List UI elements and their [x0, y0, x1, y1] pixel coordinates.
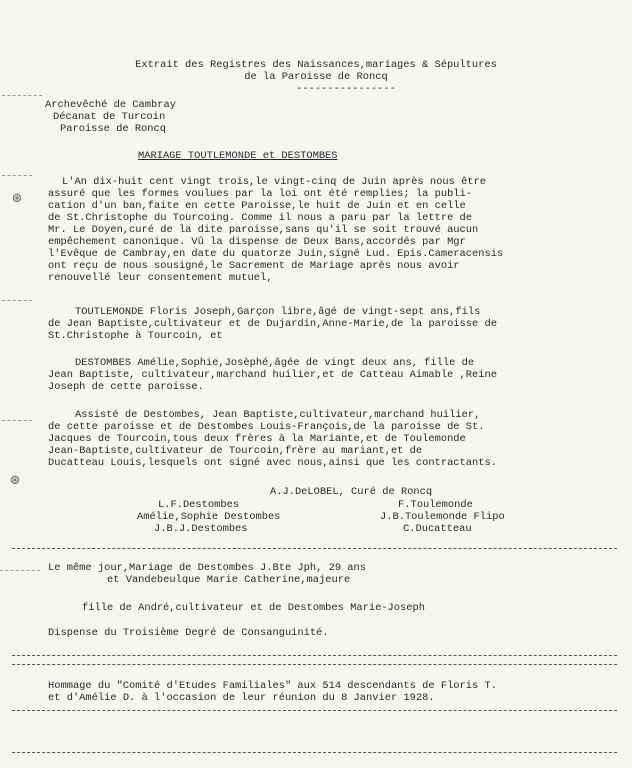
p3-line: Jean Baptiste, cultivateur,marchand huilier,et de Catteau Aimable ,Reine [48, 369, 497, 381]
separator-line [12, 655, 617, 656]
header-line-2: de la Paroisse de Roncq [244, 71, 388, 83]
punch-hole-icon: ⊛ [12, 190, 22, 208]
margin-mark [2, 420, 32, 421]
p4-line: Jacques de Tourcoin,tous deux frères à la Mariante,et de Toulemonde [48, 433, 466, 445]
signature-right-1: F.Toulemonde [398, 499, 473, 511]
p1-line: Mr. Le Doyen,curé de la dite paroisse,sans qu'il se soit trouvé aucun [48, 224, 479, 236]
signature-cure: A.J.DeLOBEL, Curé de Roncq [270, 486, 433, 498]
note-line-2: et Vandebeulque Marie Catherine,majeure [107, 574, 351, 586]
p1-line: assuré que les formes voulues par la loi ont été remplies; la publi- [48, 188, 473, 200]
header-line-1: Extrait des Registres des Naissances,mariages & Sépultures [135, 59, 497, 71]
p1-line: ont reçu de nous sousigné,le Sacrement de Mariage après nous avoir [48, 260, 460, 272]
p1-line: L'An dix-huit cent vingt trois,le vingt-cinq de Juin après nous être [62, 176, 487, 188]
p2-line: TOUTLEMONDE Floris Joseph,Garçon libre,âgé de vingt-sept ans,fils [75, 306, 481, 318]
margin-mark [2, 175, 32, 176]
header-rule: ---------------- [296, 83, 396, 95]
location-deanery: Décanat de Turcoin [53, 111, 166, 123]
signature-left-2: Amélie,Sophie Destombes [137, 511, 281, 523]
signature-right-2: J.B.Toulemonde Flipo [380, 511, 505, 523]
punch-hole-icon: ⊛ [10, 472, 20, 490]
note-line-4: Dispense du Troisième Degré de Consanguinité. [48, 627, 329, 639]
p1-line: empêchement canonique. Vû la dispense de Deux Bans,accordés par Mgr [48, 236, 466, 248]
separator-line [12, 664, 617, 665]
p3-line: DESTOMBES Amélie,Sophie,Josèphé,âgée de vingt deux ans, fille de [75, 357, 475, 369]
document-title: MARIAGE TOUTLEMONDE et DESTOMBES [138, 150, 338, 162]
p3-line: Joseph de cette paroisse. [48, 381, 204, 393]
margin-mark [2, 95, 42, 96]
p2-line: St.Christophe à Tourcoin, et [48, 330, 223, 342]
separator-line [12, 548, 617, 549]
p1-line: renouvellé leur consentement mutuel, [48, 272, 273, 284]
location-parish: Paroisse de Roncq [60, 123, 167, 135]
p4-line: Jean-Baptiste,cultivateur de Tourcoin,frère au mariant,et de [48, 445, 423, 457]
footer-line-2: et d'Amélie D. à l'occasion de leur réunion du 8 Janvier 1928. [48, 692, 435, 704]
signature-right-3: C.Ducatteau [403, 523, 472, 535]
p1-line: cation d'un ban,faite en cette Paroisse,le huit de Juin et en celle [48, 200, 466, 212]
p1-line: l'Evêque de Cambray,en date du quatorze Juin,signé Lud. Epis.Cameracensis [48, 248, 504, 260]
separator-line [12, 752, 617, 753]
p2-line: de Jean Baptiste,cultivateur et de Dujardin,Anne-Marie,de la paroisse de [48, 318, 497, 330]
note-line-3: fille de André,cultivateur et de Destombes Marie-Joseph [82, 602, 425, 614]
note-line-1: Le même jour,Mariage de Destombes J.Bte Jph, 29 ans [48, 562, 367, 574]
p4-line: Ducatteau Louis,lesquels ont signé avec nous,ainsi que les contractants. [48, 457, 497, 469]
location-archdiocese: Archevêché de Cambray [45, 99, 176, 111]
p1-line: de St.Christophe du Tourcoing. Comme il nous a paru par la lettre de [48, 212, 473, 224]
p4-line: de cette paroisse et de Destombes Louis-François,de la paroisse de St. [48, 421, 485, 433]
margin-mark [0, 570, 40, 571]
separator-line [12, 710, 617, 711]
signature-left-1: L.F.Destombes [158, 499, 240, 511]
footer-line-1: Hommage du "Comité d'Etudes Familiales" aux 514 descendants de Floris T. [48, 680, 497, 692]
p4-line: Assisté de Destombes, Jean Baptiste,cultivateur,marchand huilier, [75, 409, 481, 421]
margin-mark [2, 300, 32, 301]
signature-left-3: J.B.J.Destombes [154, 523, 248, 535]
